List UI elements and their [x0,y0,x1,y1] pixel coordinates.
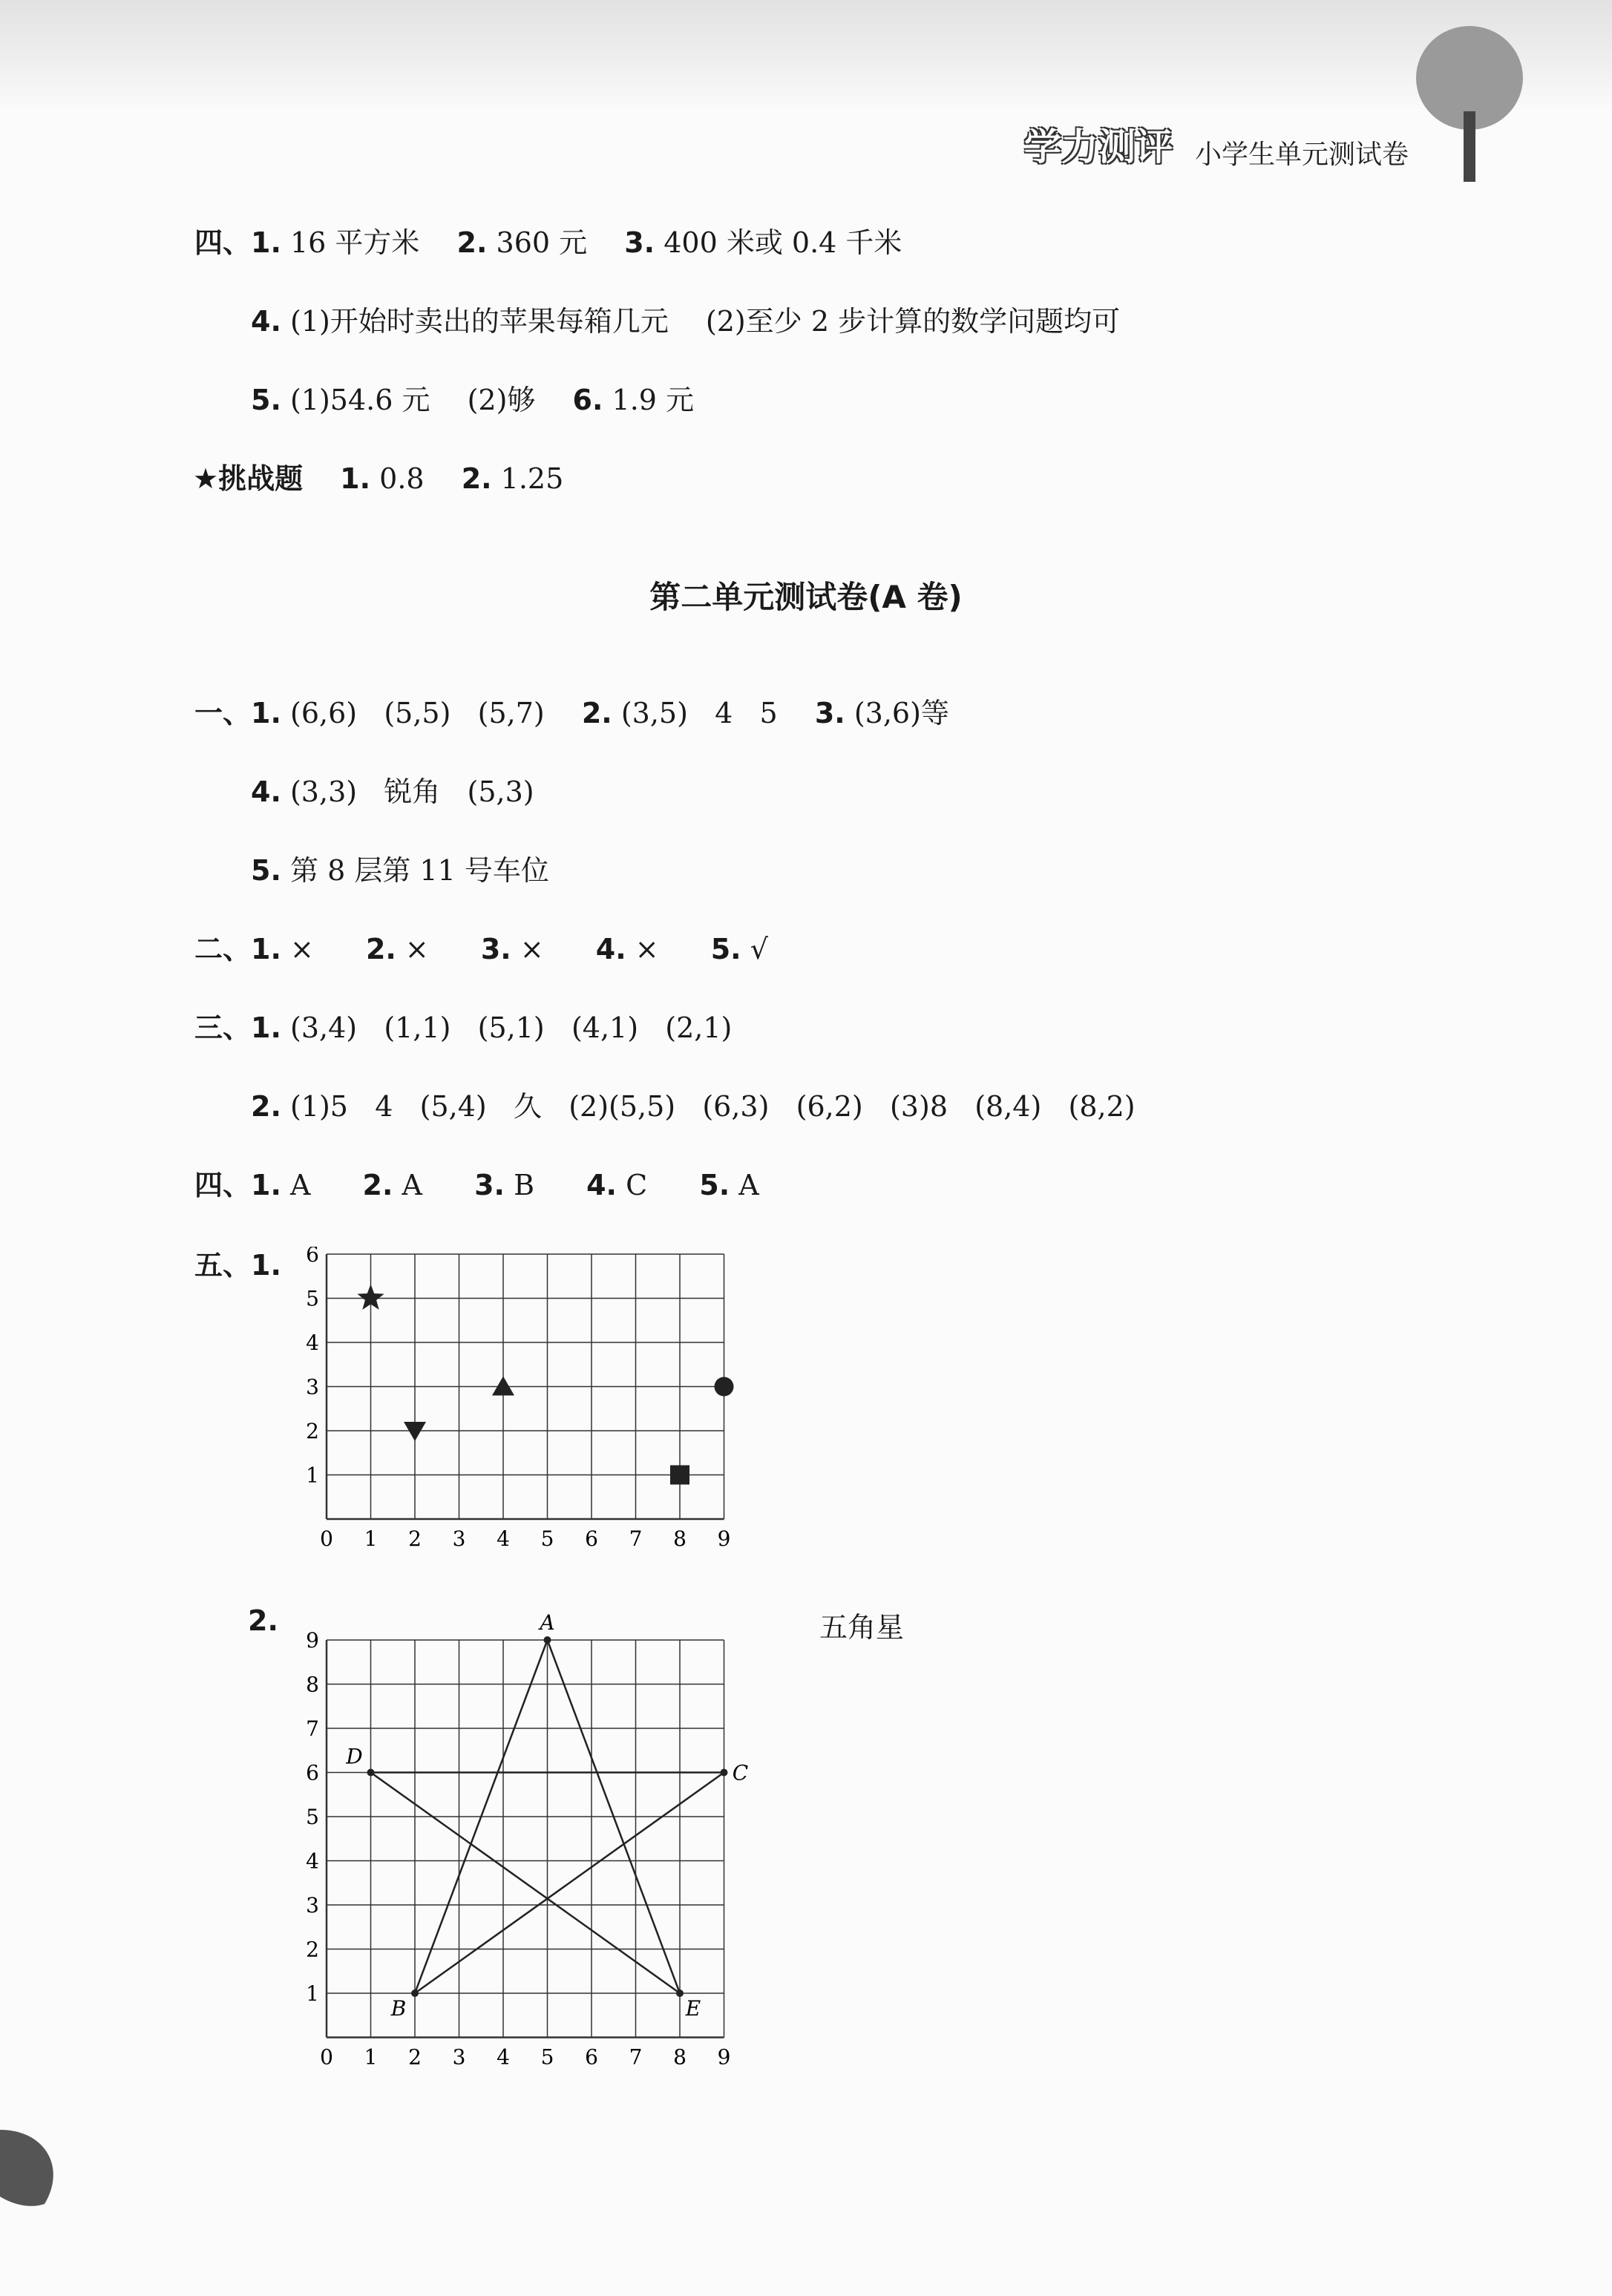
part5-q1-label: 五、1. [194,1249,281,1282]
x-tick-label: 2 [408,2044,422,2070]
part4-line: 四、1. A 2. A 3. B 4. C 5. A [194,1169,759,1201]
part2-line: 二、1. × 2. × 3. × 4. × 5. √ [194,933,768,965]
triangle-down-marker [404,1422,426,1441]
part1-line2: 4. (3,3) 锐角 (5,3) [251,775,534,808]
y-tick-label: 4 [306,1849,319,1874]
coordinate-grid-2 [282,1610,757,2070]
vertex-point [676,1990,684,1997]
vertex-label: A [540,1610,555,1635]
prev-q4-line2: 4. (1)开始时卖出的苹果每箱几元 (2)至少 2 步计算的数学问题均可 [251,305,1121,338]
y-tick-label: 1 [306,1463,319,1488]
brand-logo: 学力测评 [1024,125,1173,168]
brand-subtitle: 小学生单元测试卷 [1195,140,1409,170]
square-marker [670,1466,689,1485]
vertex-label: C [732,1760,749,1785]
circle-marker [715,1377,734,1397]
y-tick-label: 6 [306,1247,319,1267]
x-tick-label: 4 [497,2044,510,2070]
vertex-point [411,1990,419,1997]
y-tick-label: 3 [306,1374,319,1400]
y-tick-label: 7 [306,1716,319,1741]
part5-q2-answer: 五角星 [819,1611,905,1644]
x-tick-label: 8 [673,1526,687,1551]
prev-q4-line3: 5. (1)54.6 元 (2)够 6. 1.9 元 [251,384,695,416]
vertex-label: D [346,1744,363,1769]
coordinate-grid-1 [282,1247,757,1558]
x-tick-label: 6 [585,2044,598,2070]
x-tick-label: 4 [497,1526,510,1551]
x-tick-label: 5 [540,2044,554,2070]
tree-icon [1410,22,1536,186]
y-tick-label: 1 [306,1981,319,2006]
vertex-point [544,1636,551,1644]
y-tick-label: 2 [306,1937,319,1962]
x-tick-label: 7 [629,2044,643,2070]
part3-line1: 三、1. (3,4) (1,1) (5,1) (4,1) (2,1) [194,1011,733,1044]
x-tick-label: 1 [364,2044,378,2070]
x-tick-label: 1 [364,1526,378,1551]
vertex-point [721,1769,728,1777]
x-tick-label: 8 [673,2044,687,2070]
x-tick-label: 9 [717,2044,731,2070]
part3-line2: 2. (1)5 4 (5,4) 久 (2)(5,5) (6,3) (6,2) (3)8 (8,4) (8,2) [251,1090,1136,1123]
x-tick-label: 9 [717,1526,731,1551]
x-tick-label: 6 [585,1526,598,1551]
x-tick-label: 3 [452,1526,466,1551]
part1-line1: 一、1. (6,6) (5,5) (5,7) 2. (3,5) 4 5 3. (3,6)等 [194,697,949,729]
x-tick-label: 5 [540,1526,554,1551]
x-tick-label: 3 [452,2044,466,2070]
x-tick-label: 0 [320,1526,333,1551]
vertex-label: B [390,1996,407,2021]
y-tick-label: 5 [306,1805,319,1829]
x-tick-label: 0 [320,2044,333,2070]
x-tick-label: 7 [629,1526,643,1551]
y-tick-label: 4 [306,1331,319,1355]
part5-q2-label: 2. [248,1604,278,1637]
y-tick-label: 3 [306,1893,319,1918]
triangle-up-marker [492,1377,514,1396]
y-tick-label: 8 [306,1672,319,1697]
prev-q4-line1: 四、1. 16 平方米 2. 360 元 3. 400 米或 0.4 千米 [194,226,902,259]
y-tick-label: 5 [306,1286,319,1311]
leaf-icon [0,2108,67,2211]
vertex-label: E [685,1996,701,2021]
challenge-line: ★挑战题 1. 0.8 2. 1.25 [193,462,564,495]
y-tick-label: 6 [306,1760,319,1785]
y-tick-label: 9 [306,1628,319,1653]
header-band [0,0,1612,111]
y-tick-label: 2 [306,1419,319,1443]
x-tick-label: 2 [408,1526,422,1551]
part1-line3: 5. 第 8 层第 11 号车位 [251,854,549,887]
section-title: 第二单元测试卷(A 卷) [649,579,963,615]
vertex-point [367,1769,375,1777]
